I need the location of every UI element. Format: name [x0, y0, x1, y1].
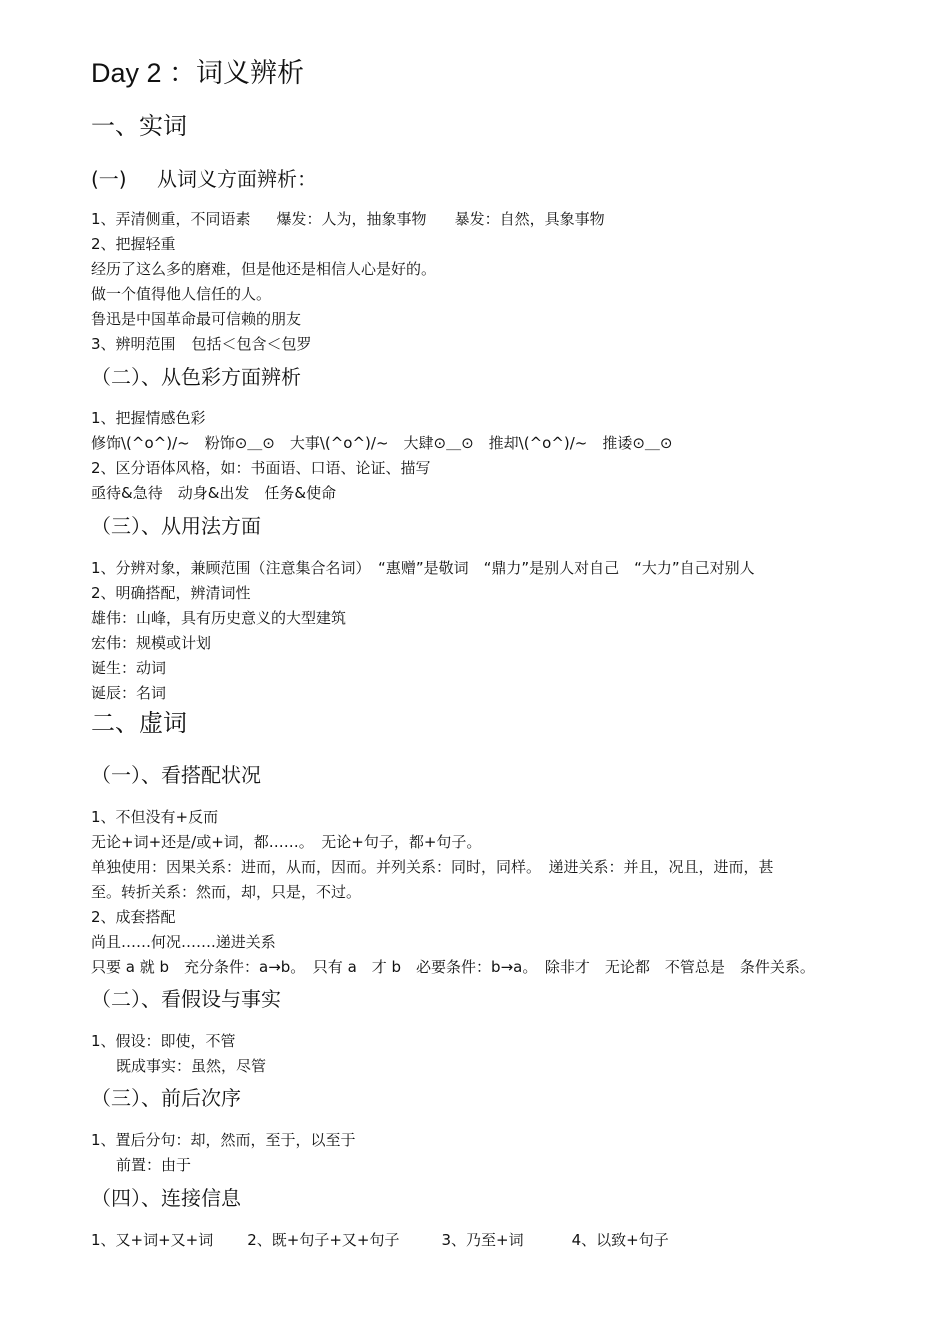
text-segment: 暴发：自然，具象事物 [454, 210, 605, 228]
text-line [91, 209, 605, 229]
text-segment: 包括＜包含＜包罗 [191, 335, 312, 353]
text-segment: 2、既+句子+又+句子 [247, 1231, 400, 1249]
text-line: 宏伟：规模或计划 [91, 634, 212, 652]
text-segment: 3、乃至+词 [441, 1231, 524, 1249]
text-line: 1、置后分句：却，然而，至于，以至于 [91, 1131, 356, 1149]
text-line: 只要 a 就 b 充分条件：a→b。 只有 a 才 b 必要条件：b→a。 除非才 无论都 不管总是 条件关系。 [91, 958, 815, 976]
subsection-heading-collocation: （一）、看搭配状况 [91, 763, 261, 787]
section-heading-xuci: 二、虚词 [91, 709, 187, 737]
text-line: 鲁迅是中国革命最可信赖的朋友 [91, 310, 302, 328]
text-line: 亟待&急待 动身&出发 任务&使命 [91, 484, 337, 502]
text-line: 至。转折关系：然而，却，只是，不过。 [91, 883, 362, 901]
subsection-heading-order: （三）、前后次序 [91, 1086, 241, 1110]
text-line: 单独使用：因果关系：进而，从而，因而。并列关系：同时，同样。 递进关系：并且，况且，进而，甚 [91, 858, 774, 876]
text-line: 前置：由于 [116, 1156, 192, 1174]
text-segment: 3、辨明范围 [91, 335, 176, 353]
subsection-heading-word-meaning [91, 166, 317, 192]
text-line [91, 334, 312, 354]
text-segment: 爆发：人为，抽象事物 [276, 210, 427, 228]
text-line: 诞辰：名词 [91, 684, 167, 702]
text-line: 诞生：动词 [91, 659, 167, 677]
subsection-heading-connection: （四）、连接信息 [91, 1186, 241, 1210]
page-title: Day 2 ：词义辨析 [91, 58, 305, 88]
text-segment: 1、弄清侧重，不同语素 [91, 210, 251, 228]
subsection-heading-color: （二）、从色彩方面辨析 [91, 365, 301, 389]
section-heading-shici: 一、实词 [91, 112, 187, 140]
text-line: 2、明确搭配，辨清词性 [91, 584, 251, 602]
text-line: 雄伟：山峰，具有历史意义的大型建筑 [91, 609, 347, 627]
text-line: 1、分辨对象，兼顾范围（注意集合名词） “惠赠”是敬词 “鼎力”是别人对自己 “大力”自己对别人 [91, 559, 755, 577]
text-line: 2、把握轻重 [91, 235, 176, 253]
text-line: 做一个值得他人信任的人。 [91, 285, 272, 303]
text-segment: 4、以致+句子 [571, 1231, 669, 1249]
subsection-number: (一) [91, 167, 127, 191]
text-line: 2、区分语体风格，如：书面语、口语、论证、描写 [91, 459, 431, 477]
text-line [91, 1230, 669, 1250]
text-line: 1、不但没有+反而 [91, 808, 219, 826]
text-line: 经历了这么多的磨难，但是他还是相信人心是好的。 [91, 260, 437, 278]
text-line: 2、成套搭配 [91, 908, 176, 926]
text-line: 无论+词+还是/或+词，都……。 无论+句子，都+句子。 [91, 833, 482, 851]
text-line: 既成事实：虽然，尽管 [116, 1057, 267, 1075]
text-line: 修饰\(^o^)/~ 粉饰⊙＿⊙ 大事\(^o^)/~ 大肆⊙＿⊙ 推却\(^o^)/~ 推诿⊙＿⊙ [91, 434, 673, 452]
subsection-heading-hypothesis: （二）、看假设与事实 [91, 987, 281, 1011]
subsection-title: 从词义方面辨析： [157, 167, 317, 191]
text-line: 1、把握情感色彩 [91, 409, 206, 427]
subsection-heading-usage: （三）、从用法方面 [91, 514, 261, 538]
text-line: 1、假设：即使，不管 [91, 1032, 236, 1050]
text-line: 尚且……何况…….递进关系 [91, 933, 276, 951]
text-segment: 1、又+词+又+词 [91, 1231, 214, 1249]
